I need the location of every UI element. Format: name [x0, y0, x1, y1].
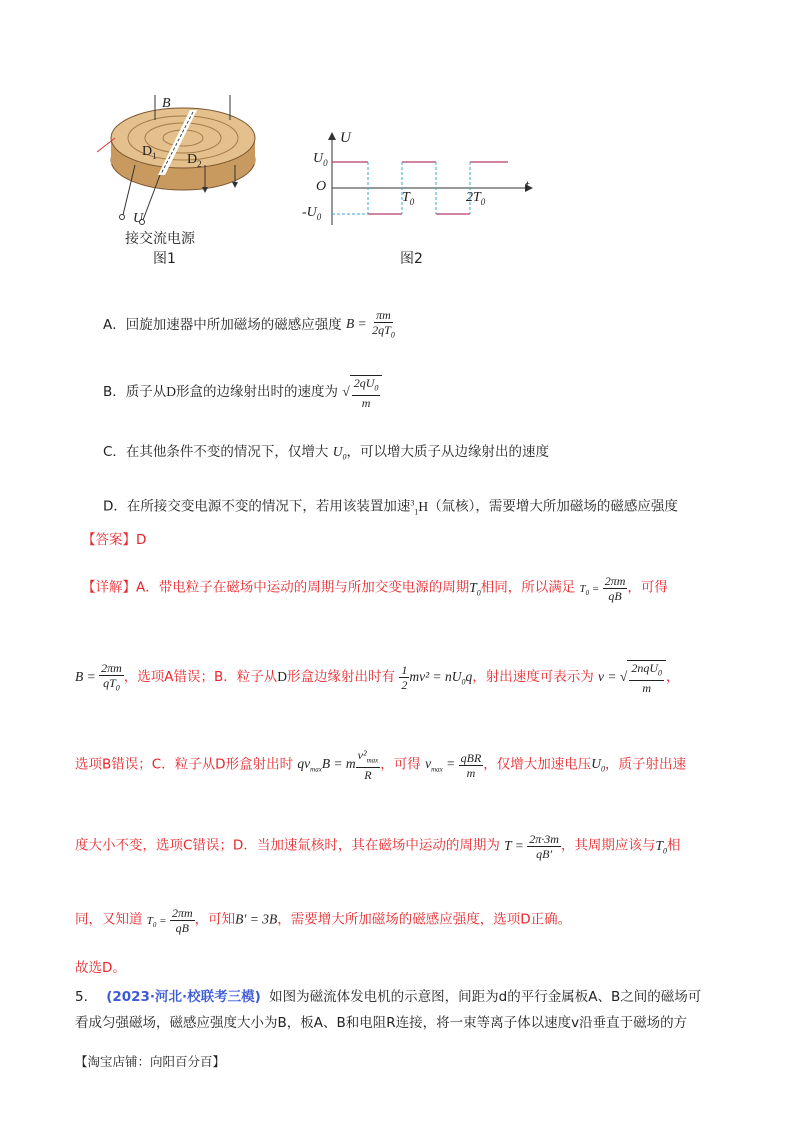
- tick-2t0: $2T_0$: [466, 190, 486, 207]
- formula-a: B = $\frac{\pi m}{2qT_0}$: [346, 308, 395, 340]
- question-number: 5.: [75, 989, 88, 1005]
- option-d: D．在所接交变电源不变的情况下，若用该装置加速$^3_1$H（氚核），需要增大所加磁场的磁感应强度: [103, 498, 678, 517]
- tick-neg-u0: $-U_0$: [302, 205, 322, 222]
- question-5: [75, 986, 701, 1008]
- detail-conclusion: 故选D。: [75, 960, 126, 976]
- label-b: B: [162, 96, 171, 111]
- source-label: 接交流电源: [125, 231, 195, 247]
- question-text-1: 如图为磁流体发电机的示意图，间距为d的平行金属板A、B之间的磁场可: [269, 989, 702, 1005]
- detail-line-5: 同，又知道 $T_0$ = $\frac{2\pi m}{qB}$ ，可知B′ = 3B，需要增大所加磁场的磁感应强度，选项D正确。: [75, 906, 572, 935]
- question-5-line-2: 看成匀强磁场，磁感应强度大小为B，板A、B和电阻R连接，将一束等离子体以速度v沿垂直于磁场的方: [75, 1015, 688, 1031]
- option-a: A．回旋加速器中所加磁场的磁感应强度 B = $\frac{\pi m}{2qT_0}$: [103, 308, 395, 340]
- figure-1-caption: 图1: [153, 251, 176, 267]
- axis-t-label: t: [525, 178, 530, 194]
- axis-u-label: U: [340, 130, 351, 146]
- tick-u0: $U_0$: [313, 151, 328, 168]
- question-source: (2023·河北·校联考三模): [106, 989, 261, 1005]
- option-c: C．在其他条件不变的情况下，仅增大 $U_0$，可以增大质子从边缘射出的速度: [103, 444, 549, 462]
- detail-line-1: 【详解】A．带电粒子在磁场中运动的周期与所加交变电源的周期$T_0$相同，所以满足 $T_0$ = $\frac{2\pi m}{qB}$ ，可得: [82, 574, 668, 603]
- tick-t0: $T_0$: [402, 190, 415, 207]
- formula-b: √ $\frac{2qU_0}{m}$: [342, 384, 382, 399]
- origin-label: O: [316, 179, 327, 194]
- figure-2-caption: 图2: [400, 251, 423, 267]
- answer: 【答案】D: [82, 532, 147, 548]
- label-d2: $D_2$: [187, 152, 202, 169]
- figure-1: [95, 90, 265, 270]
- detail-line-2: B = $\frac{2\pi m}{qT_0}$ ，选项A错误；B．粒子从D形盒边缘射出时有 $\frac{1}{2}$ $mv^2 = nU_0q$，射出速度可表示为 v = √ $\frac{2nqU_0}{m}$ ，: [75, 660, 680, 696]
- detail-line-3: 选项B错误；C．粒子从D形盒射出时 $qv_{max}B = m$ $\frac{v^2_{max}}{R}$ ，可得 $v_{max}$ = $\frac{\text{qBR}}{m}$ ，仅增大加速电压$U_0$，质子射出速: [75, 748, 687, 783]
- footer-shop: 【淘宝店铺：向阳百分百】: [75, 1054, 226, 1069]
- option-b: B．质子从D形盒的边缘射出时的速度为 √ $\frac{2qU_0}{m}$: [103, 375, 382, 410]
- detail-line-4: 度大小不变，选项C错误；D．当加速氚核时，其在磁场中运动的周期为 T = $\frac{2\pi\cdot 3m}{qB'}$ ，其周期应该与$T_0$相: [75, 832, 681, 861]
- cyclotron-diagram: [95, 90, 265, 235]
- label-d1: $D_1$: [142, 144, 157, 161]
- label-u: U: [133, 211, 144, 226]
- figure-2: [302, 130, 540, 270]
